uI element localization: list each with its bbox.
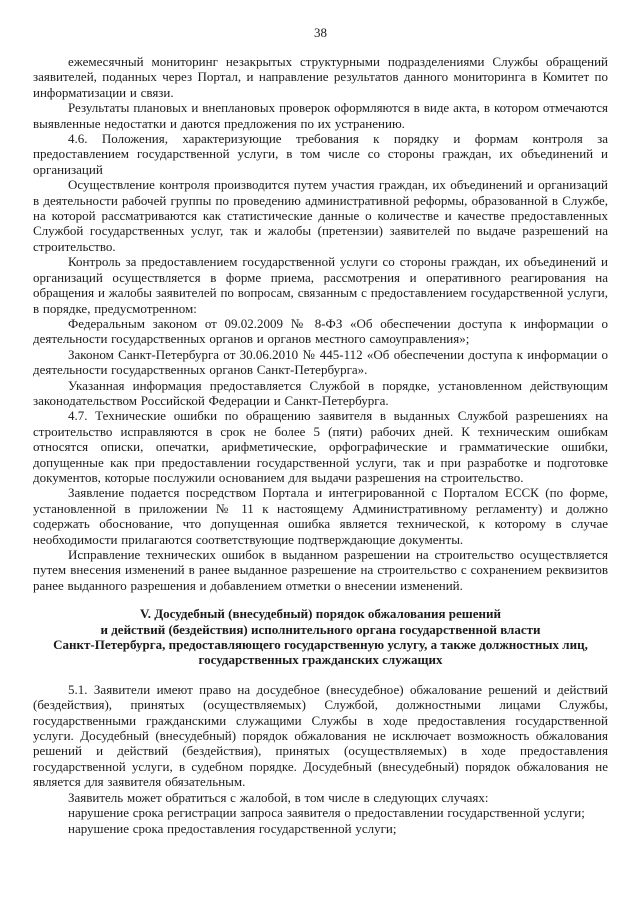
page-number: 38 xyxy=(314,25,327,40)
section-v-heading xyxy=(33,606,608,668)
para-monthly-monitoring: ежемесячный мониторинг незакрытых структурными подразделениями Службы обращений заявителей, поданных через Портал, и направление результатов данного мониторинга в Комитет по информатизации и связи. xyxy=(33,54,608,100)
para-error-correction: Исправление технических ошибок в выданном разрешении на строительство осуществляется путем внесения изменений в ранее выданное разрешение на строительство с сохранением реквизитов ранее выданного разрешения и добавлением отметки о внесении изменений. xyxy=(33,547,608,593)
para-5-1-appeal-right: 5.1. Заявители имеют право на досудебное (внесудебное) обжалование решений и действий (бездействия), принятых (осуществляемых) Службой, должностными лицами Службы, государственными гражданскими служащими Службы в ходе предоставления государственной услуги. Досудебный (внесудебный) порядок обжалования не исключает возможность обжалования решений и действий (бездействия), принятых (осуществляемых) в ходе предоставления государственной услуги, в судебном порядке. Досудебный (внесудебный) порядок обжалования не является для заявителя обязательным. xyxy=(33,681,608,790)
section-v-heading-line-4: государственных гражданских служащих xyxy=(198,652,443,668)
section-v-heading-line-1: V. Досудебный (внесудебный) порядок обжалования решений xyxy=(139,606,502,622)
section-v-heading-line-2: и действий (бездействия) исполнительного органа государственной власти xyxy=(100,621,541,637)
para-complaint-cases-intro: Заявитель может обратиться с жалобой, в том числе в следующих случаях: xyxy=(68,789,489,805)
para-application-via-portal: Заявление подается посредством Портала и интегрированной с Порталом ЕССК (по форме, установленной в приложении № 11 к настоящему Административному регламенту) и должно содержать обоснование, что допущенная ошибка является технической, к которому в случае необходимости прилагаются соответствующие подтверждающие документы. xyxy=(33,485,608,547)
para-federal-law-8-fz: Федеральным законом от 09.02.2009 № 8-ФЗ «Об обеспечении доступа к информации о деятельности государственных органов и органов местного самоуправления»; xyxy=(33,315,608,347)
para-spb-law-445-112: Законом Санкт-Петербурга от 30.06.2010 № 445-112 «Об обеспечении доступа к информации о деятельности государственных органов Санкт-Петербурга». xyxy=(33,346,608,378)
para-4-7-technical-errors: 4.7. Технические ошибки по обращению заявителя в выданных Службой разрешениях на строительство исправляются в срок не более 5 (пяти) рабочих дней. К техническим ошибкам относятся описки, опечатки, арифметические, орфографические и грамматические ошибки, допущенные как при предоставлении государственной услуги, так и при разработке и подготовке документов, которые послужили основанием для выдачи разрешения на строительство. xyxy=(33,408,608,485)
para-case-service-term-violation: нарушение срока предоставления государственной услуги; xyxy=(68,820,397,836)
section-v-heading-line-3: Санкт-Петербурга, предоставляющего государственную услугу, а также должностных лиц, xyxy=(53,637,588,653)
para-inspection-results: Результаты плановых и внеплановых проверок оформляются в виде акта, в котором отмечаются выявленные недостатки и даются предложения по их устранению. xyxy=(33,100,608,131)
para-control-implementation: Осуществление контроля производится путем участия граждан, их объединений и организаций в деятельности рабочей группы по проведению административной реформы, образованной в Службе, на которой рассматриваются как статистические данные о количестве и качестве предоставленных Службой государственных услуг, так и жалобы (претензии) заявителей по выдаче разрешений на строительство. xyxy=(33,177,608,254)
para-case-registration-term-violation: нарушение срока регистрации запроса заявителя о предоставлении государственной услуги; xyxy=(68,805,585,821)
para-4-6-provisions: 4.6. Положения, характеризующие требования к порядку и формам контроля за предоставлением государственной услуги, в том числе со стороны граждан, их объединений и организаций xyxy=(33,131,608,177)
para-citizen-control: Контроль за предоставлением государственной услуги со стороны граждан, их объединений и организаций осуществляется в форме приема, рассмотрения и оперативного реагирования на обращения и жалобы заявителей по вопросам, связанным с предоставлением государственной услуги, в порядке, предусмотренном: xyxy=(33,254,608,316)
para-information-provision: Указанная информация предоставляется Службой в порядке, установленном действующим законодательством Российской Федерации и Санкт-Петербурга. xyxy=(33,377,608,408)
